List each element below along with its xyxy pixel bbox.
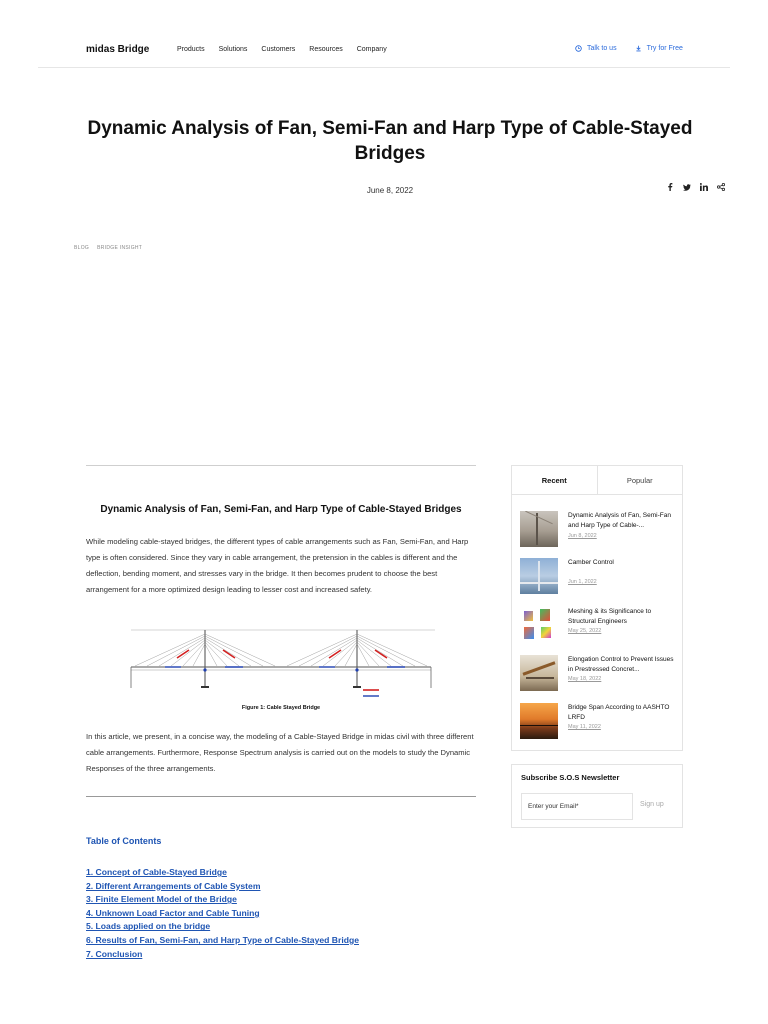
sidebar-post[interactable] bbox=[520, 558, 680, 598]
toc-item[interactable]: 7. Conclusion bbox=[86, 948, 143, 959]
newsletter-title: Subscribe S.O.S Newsletter bbox=[521, 773, 620, 782]
toc-item[interactable]: 1. Concept of Cable-Stayed Bridge bbox=[86, 867, 227, 877]
post-date: Jun 8, 2022 bbox=[568, 533, 597, 539]
breadcrumb bbox=[74, 245, 142, 251]
post-date: June 8, 2022 bbox=[366, 186, 414, 195]
download-icon bbox=[635, 45, 642, 52]
site-header bbox=[38, 38, 730, 68]
twitter-icon[interactable] bbox=[683, 183, 691, 191]
post-title: Dynamic Analysis of Fan, Semi-Fan and Harp Type of Cable-... bbox=[568, 512, 671, 529]
nav-products[interactable]: Products bbox=[177, 46, 205, 53]
body-paragraph: In this article, we present, in a concise way, the modeling of a Cable-Stayed Bridge in midas civil with three different cable arrangements. Furthermore, Response Spectrum analysis is carried out on the models to study the Dynamic Responses of the three arrangements. bbox=[86, 732, 474, 773]
sidebar-post[interactable] bbox=[520, 655, 680, 695]
header-actions bbox=[575, 45, 683, 52]
article-bottom-divider bbox=[86, 796, 476, 797]
toc-item[interactable]: 4. Unknown Load Factor and Cable Tuning bbox=[86, 907, 260, 918]
post-thumbnail bbox=[520, 511, 558, 547]
email-field[interactable] bbox=[521, 793, 633, 820]
nav-customers[interactable]: Customers bbox=[261, 46, 296, 53]
post-title: Bridge Span According to AASHTO LRFD bbox=[568, 704, 670, 721]
share-bar bbox=[666, 183, 725, 191]
talk-to-us-label: Talk to us bbox=[587, 45, 617, 52]
post-title: Meshing & its Significance to Structural Engineers bbox=[568, 608, 652, 625]
article-heading: Dynamic Analysis of Fan, Semi-Fan, and Harp Type of Cable-Stayed Bridges bbox=[100, 504, 462, 515]
recent-posts-widget bbox=[511, 465, 683, 751]
sidebar-post[interactable] bbox=[520, 607, 680, 647]
sidebar-post[interactable] bbox=[520, 703, 680, 743]
post-title: Camber Control bbox=[568, 559, 614, 566]
main-nav bbox=[177, 46, 387, 53]
talk-to-us-link[interactable] bbox=[575, 45, 617, 52]
post-thumbnail bbox=[520, 703, 558, 739]
posts-tabs bbox=[512, 466, 682, 495]
try-for-free-label: Try for Free bbox=[646, 45, 683, 52]
breadcrumb-bridge-insight[interactable]: BRIDGE INSIGHT bbox=[97, 245, 143, 251]
post-title: Elongation Control to Prevent Issues in Prestressed Concret... bbox=[568, 656, 674, 673]
sidebar-post[interactable] bbox=[520, 511, 680, 551]
post-thumbnail bbox=[520, 655, 558, 691]
share-icon[interactable] bbox=[717, 183, 725, 191]
nav-resources[interactable]: Resources bbox=[309, 46, 343, 53]
post-thumbnail bbox=[520, 558, 558, 594]
facebook-icon[interactable] bbox=[666, 183, 674, 191]
table-of-contents bbox=[86, 866, 359, 961]
post-thumbnail bbox=[520, 607, 558, 643]
clock-icon bbox=[575, 45, 582, 52]
toc-item[interactable]: 5. Loads applied on the bridge bbox=[86, 921, 211, 932]
sign-up-button[interactable]: Sign up bbox=[640, 801, 664, 808]
bridge-figure bbox=[125, 626, 437, 704]
article-top-divider bbox=[86, 465, 476, 466]
page-title: Dynamic Analysis of Fan, Semi-Fan and Harp Type of Cable-Stayed Bridges bbox=[87, 118, 693, 164]
linkedin-icon[interactable] bbox=[700, 183, 708, 191]
toc-item[interactable]: 3. Finite Element Model of the Bridge bbox=[86, 894, 237, 905]
post-date: Jun 1, 2022 bbox=[568, 579, 597, 585]
post-date: May 25, 2022 bbox=[568, 628, 602, 634]
newsletter-widget bbox=[511, 764, 683, 828]
try-for-free-link[interactable] bbox=[635, 45, 683, 52]
toc-item[interactable]: 6. Results of Fan, Semi-Fan, and Harp Type of Cable-Stayed Bridge bbox=[86, 934, 359, 945]
breadcrumb-blog[interactable]: BLOG bbox=[74, 245, 90, 251]
nav-company[interactable]: Company bbox=[356, 46, 387, 53]
figure-caption: Figure 1: Cable Stayed Bridge bbox=[241, 705, 321, 711]
site-logo[interactable]: midas Bridge bbox=[86, 44, 150, 55]
post-date: May 11, 2022 bbox=[568, 724, 601, 730]
tab-recent[interactable]: Recent bbox=[512, 466, 598, 494]
toc-title: Table of Contents bbox=[86, 836, 162, 846]
tab-popular[interactable]: Popular bbox=[626, 475, 653, 485]
intro-paragraph: While modeling cable-stayed bridges, the different types of cable arrangements such as Fan, Semi-Fan, and Harp type is often considered. Since they vary in cable arrangement, the pretension in the cables is different and the deflection, bending moment, and stresses vary in the bridge. It then becomes prudent to choose the best arrangement for a more optimized design leading to lesser cost and increased safety. bbox=[86, 537, 469, 594]
post-date: May 18, 2022 bbox=[568, 676, 602, 682]
toc-item[interactable]: 2. Different Arrangements of Cable System bbox=[86, 880, 261, 891]
nav-solutions[interactable]: Solutions bbox=[218, 46, 248, 53]
